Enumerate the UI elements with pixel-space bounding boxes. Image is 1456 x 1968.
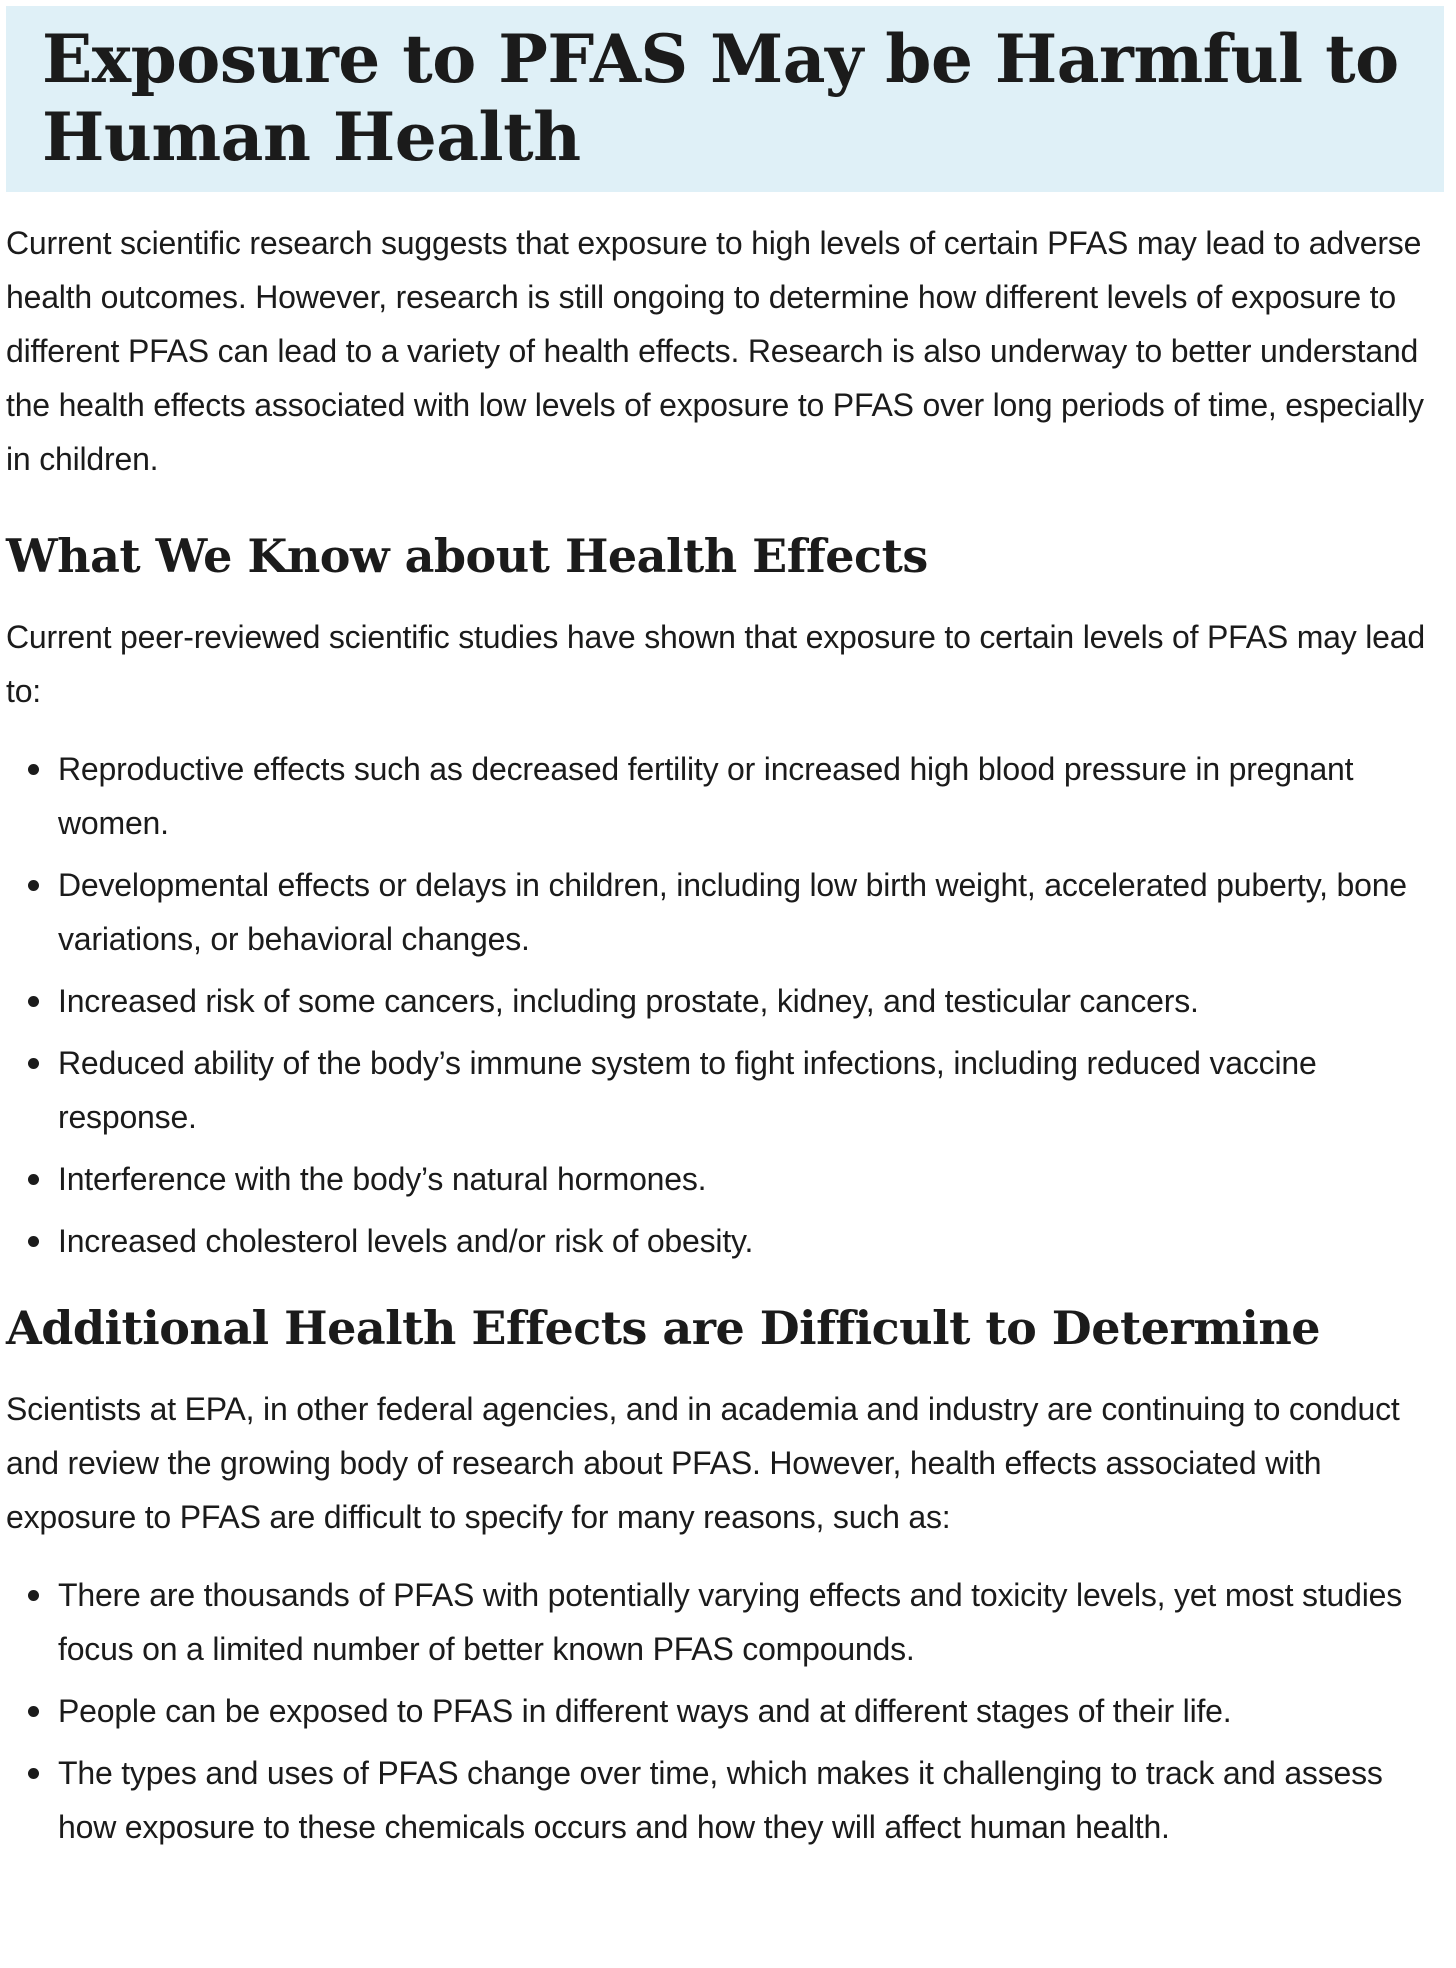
list-item: Increased cholesterol levels and/or risk of obesity. [58, 1214, 1448, 1268]
section-paragraph-difficult-to-determine: Scientists at EPA, in other federal agencies, and in academia and industry are continuing to conduct and review the growing body of research about PFAS. However, health effects associated with exposure to PFAS are difficult to specify for many reasons, such as: [6, 1391, 1400, 1535]
section-paragraph-what-we-know: Current peer-reviewed scientific studies have shown that exposure to certain levels of PFAS may lead to: [6, 619, 1425, 709]
list-item: The types and uses of PFAS change over time, which makes it challenging to track and assess how exposure to these chemicals occurs and how they will affect human health. [58, 1746, 1448, 1854]
list-item: Reduced ability of the body’s immune system to fight infections, including reduced vaccine response. [58, 1036, 1448, 1144]
page-title-banner [6, 6, 1444, 192]
section-heading-difficult-to-determine: Additional Health Effects are Difficult to Determine [6, 1301, 1321, 1355]
list-item: People can be exposed to PFAS in different ways and at different stages of their life. [58, 1684, 1448, 1738]
list-item: Increased risk of some cancers, including prostate, kidney, and testicular cancers. [58, 974, 1448, 1028]
section-heading-what-we-know: What We Know about Health Effects [6, 529, 928, 583]
difficulty-reasons-list [6, 1568, 1448, 1854]
list-item: There are thousands of PFAS with potentially varying effects and toxicity levels, yet most studies focus on a limited number of better known PFAS compounds. [58, 1568, 1448, 1676]
list-item: Interference with the body’s natural hormones. [58, 1152, 1448, 1206]
intro-paragraph: Current scientific research suggests that exposure to high levels of certain PFAS may lead to adverse health outcomes. However, research is still ongoing to determine how different levels of exposure to different PFAS can lead to a variety of health effects. Research is also underway to better understand the health effects associated with low levels of exposure to PFAS over long periods of time, especially in children. [6, 225, 1424, 477]
page-title: Exposure to PFAS May be Harmful to Human Health [42, 20, 1399, 176]
health-effects-list [6, 742, 1448, 1268]
list-item: Reproductive effects such as decreased fertility or increased high blood pressure in pregnant women. [58, 742, 1448, 850]
list-item: Developmental effects or delays in children, including low birth weight, accelerated puberty, bone variations, or behavioral changes. [58, 858, 1448, 966]
